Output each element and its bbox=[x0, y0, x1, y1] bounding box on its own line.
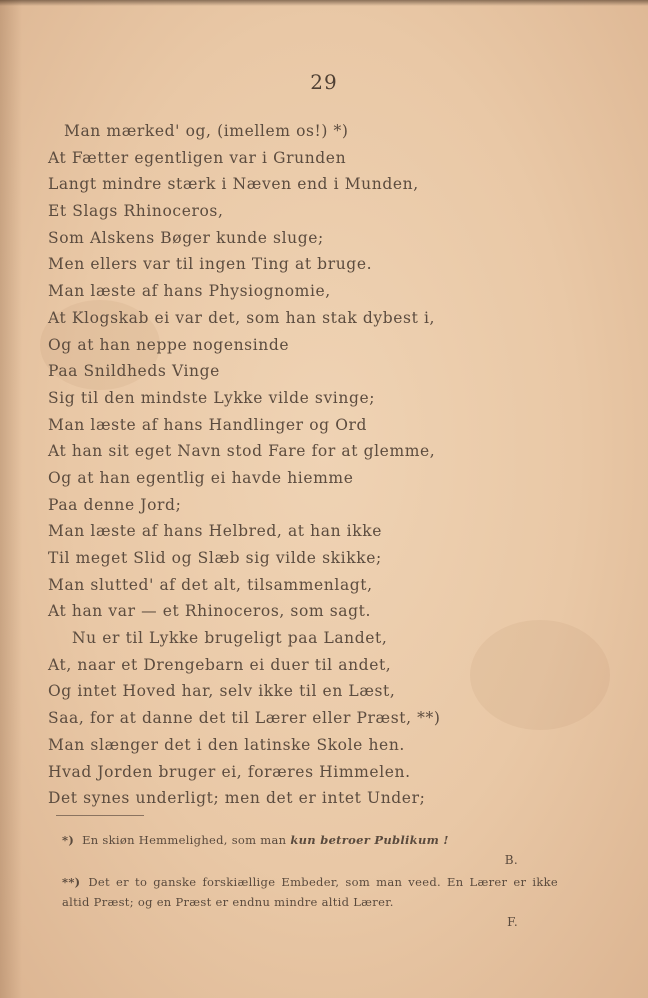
poem-line: Et Slags Rhinoceros, bbox=[48, 202, 224, 221]
poem-line: Det synes underligt; men det er intet Under; bbox=[48, 789, 426, 808]
footnote-mark: **) bbox=[62, 875, 81, 889]
footnote-signature: B. bbox=[504, 853, 518, 867]
poem-line: Og intet Hoved har, selv ikke til en Læst, bbox=[48, 682, 396, 701]
footnote-1 bbox=[62, 830, 558, 867]
poem-line: At han var — et Rhinoceros, som sagt. bbox=[48, 602, 372, 621]
poem-line: Saa, for at danne det til Lærer eller Præst, **) bbox=[48, 709, 441, 728]
poem-line: At, naar et Drengebarn ei duer til andet, bbox=[48, 655, 392, 674]
poem-line: Langt mindre stærk i Næven end i Munden, bbox=[48, 175, 419, 194]
poem-line: Og at han egentlig ei havde hiemme bbox=[48, 468, 354, 487]
poem-line: Man slænger det i den latinske Skole hen. bbox=[48, 735, 405, 754]
footnote-mark: *) bbox=[62, 833, 75, 847]
poem-text bbox=[48, 118, 608, 812]
poem-line: Nu er til Lykke brugeligt paa Landet, bbox=[72, 629, 388, 648]
footnote-text: Det er to ganske forskiællige Embeder, som man veed. En Lærer er ikke altid Præst; og en Præst er endnu mindre altid Lærer. bbox=[62, 875, 558, 909]
poem-line: Man mærked' og, (imellem os!) *) bbox=[64, 122, 349, 140]
poem-line: At han sit eget Navn stod Fare for at glemme, bbox=[48, 442, 436, 461]
poem-line: Man læste af hans Helbred, at han ikke bbox=[48, 522, 382, 541]
footnote-2 bbox=[62, 872, 558, 929]
poem-line: Paa denne Jord; bbox=[48, 495, 182, 514]
poem-line: Sig til den mindste Lykke vilde svinge; bbox=[48, 388, 376, 407]
poem-line: Men ellers var til ingen Ting at bruge. bbox=[48, 255, 373, 274]
poem-line: Til meget Slid og Slæb sig vilde skikke; bbox=[48, 549, 382, 567]
poem-line: At Klogskab ei var det, som han stak dybest i, bbox=[48, 308, 436, 327]
footnote-text: En skiøn Hemmelighed, som man bbox=[82, 833, 291, 847]
footnote-signature: F. bbox=[507, 915, 518, 929]
footnote-separator bbox=[56, 815, 144, 816]
poem-line: Man læste af hans Handlinger og Ord bbox=[48, 415, 368, 434]
poem-line: Og at han neppe nogensinde bbox=[48, 335, 290, 354]
poem-line: Man læste af hans Physiognomie, bbox=[48, 282, 331, 301]
poem-line: Hvad Jorden bruger ei, foræres Himmelen. bbox=[48, 762, 411, 781]
poem-line: Man slutted' af det alt, tilsammenlagt, bbox=[48, 575, 373, 594]
poem-line: Som Alskens Bøger kunde sluge; bbox=[48, 228, 324, 247]
poem-line: At Fætter egentligen var i Grunden bbox=[48, 148, 347, 167]
page-number: 29 bbox=[310, 70, 338, 94]
poem-line: Paa Snildheds Vinge bbox=[48, 362, 220, 381]
footnote-emphasis: kun betroer Publikum ! bbox=[290, 833, 449, 847]
